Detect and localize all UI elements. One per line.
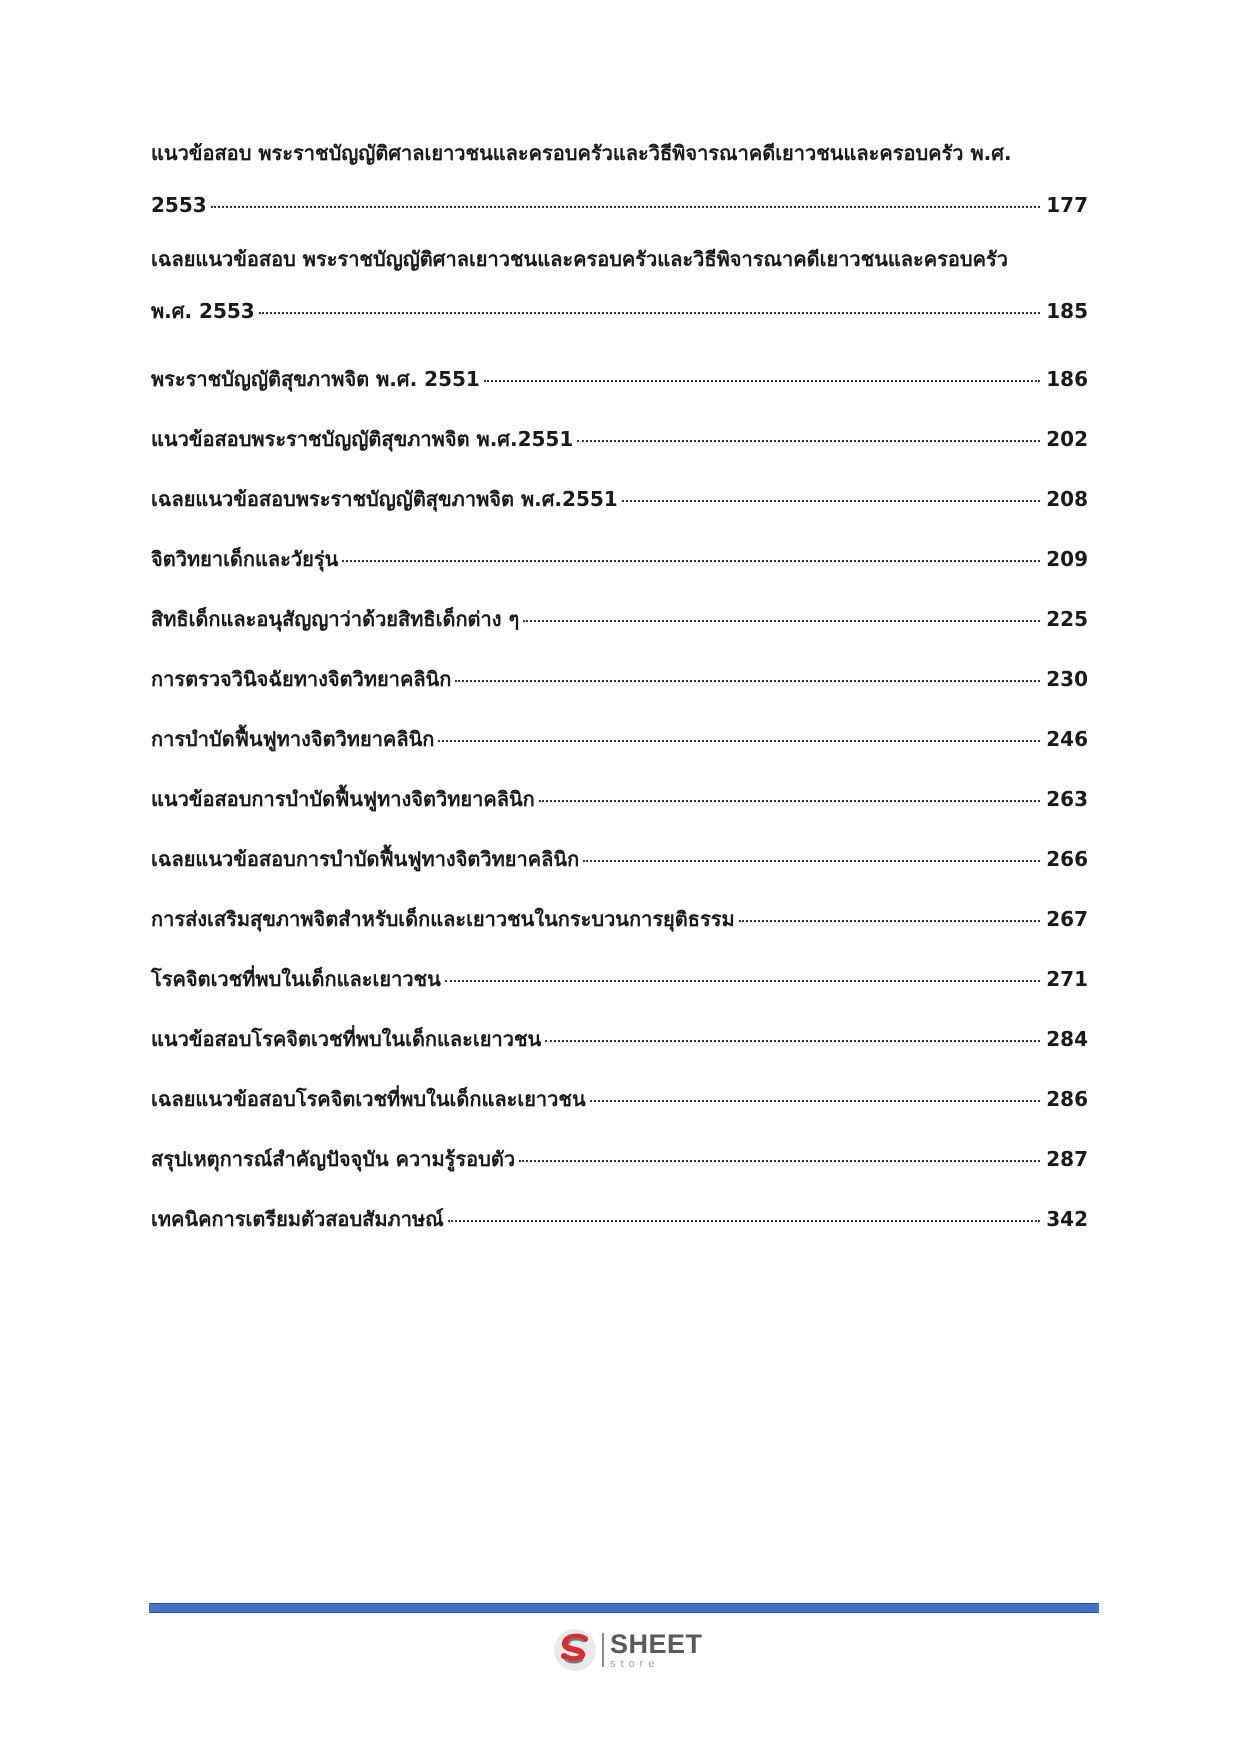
toc-entry[interactable] bbox=[151, 247, 1088, 323]
toc-entry-title: จิตวิทยาเด็กและวัยรุ่น bbox=[151, 547, 339, 571]
sheet-store-s-logo-icon bbox=[552, 1627, 598, 1673]
toc-leader-dots bbox=[583, 859, 1040, 862]
toc-leader-dots bbox=[259, 311, 1041, 314]
toc-entry[interactable] bbox=[151, 487, 1088, 511]
toc-entry[interactable] bbox=[151, 367, 1088, 391]
toc-entry[interactable] bbox=[151, 847, 1088, 871]
toc-leader-dots bbox=[539, 799, 1041, 802]
toc-entry-title: พระราชบัญญัติสุขภาพจิต พ.ศ. 2551 bbox=[151, 367, 480, 391]
toc-page-number: 284 bbox=[1046, 1027, 1088, 1051]
toc-entry[interactable] bbox=[151, 1027, 1088, 1051]
toc-entry-title: แนวข้อสอบพระราชบัญญัติสุขภาพจิต พ.ศ.2551 bbox=[151, 427, 574, 451]
toc-entry[interactable] bbox=[151, 1207, 1088, 1231]
footer-divider-bar bbox=[149, 1603, 1099, 1613]
toc-page-number: 266 bbox=[1046, 847, 1088, 871]
toc-leader-dots bbox=[545, 1039, 1040, 1042]
logo-text bbox=[610, 1628, 703, 1670]
toc-leader-dots bbox=[739, 919, 1041, 922]
logo-word: SHEET bbox=[610, 1628, 703, 1659]
toc-page-number: 263 bbox=[1046, 787, 1088, 811]
toc-leader-dots bbox=[577, 439, 1040, 442]
toc-page-number: 177 bbox=[1046, 193, 1088, 217]
toc-page-number: 209 bbox=[1046, 547, 1088, 571]
toc-entry[interactable] bbox=[151, 907, 1088, 931]
toc-entry-title: แนวข้อสอบโรคจิตเวชที่พบในเด็กและเยาวชน bbox=[151, 1027, 542, 1051]
toc-page-number: 342 bbox=[1046, 1207, 1088, 1231]
toc-entry-title-line1: แนวข้อสอบ พระราชบัญญัติศาลเยาวชนและครอบครัวและวิธีพิจารณาคดีเยาวชนและครอบครัว พ.ศ. bbox=[151, 141, 1012, 165]
toc-entry-title: เฉลยแนวข้อสอบการบำบัดฟื้นฟูทางจิตวิทยาคลินิก bbox=[151, 847, 580, 871]
toc-leader-dots bbox=[438, 739, 1040, 742]
toc-entry-title: เฉลยแนวข้อสอบพระราชบัญญัติสุขภาพจิต พ.ศ.2551 bbox=[151, 487, 618, 511]
toc-entry[interactable] bbox=[151, 727, 1088, 751]
toc-entry-title: เฉลยแนวข้อสอบโรคจิตเวชที่พบในเด็กและเยาวชน bbox=[151, 1087, 586, 1111]
toc-leader-dots bbox=[342, 559, 1040, 562]
logo-separator bbox=[602, 1633, 604, 1667]
toc-leader-dots bbox=[590, 1099, 1041, 1102]
toc-page-number: 271 bbox=[1046, 967, 1088, 991]
toc-page-number: 208 bbox=[1046, 487, 1088, 511]
toc-entry[interactable] bbox=[151, 141, 1088, 217]
toc-leader-dots bbox=[622, 499, 1041, 502]
toc-entry-title: 2553 bbox=[151, 193, 207, 217]
toc-entry[interactable] bbox=[151, 667, 1088, 691]
toc-entry-title: สรุปเหตุการณ์สำคัญปัจจุบัน ความรู้รอบตัว bbox=[151, 1147, 516, 1171]
toc-page-number: 225 bbox=[1046, 607, 1088, 631]
toc-leader-dots bbox=[523, 619, 1040, 622]
toc-entry-title: โรคจิตเวชที่พบในเด็กและเยาวชน bbox=[151, 967, 441, 991]
toc-page-number: 267 bbox=[1046, 907, 1088, 931]
toc-page-number: 287 bbox=[1046, 1147, 1088, 1171]
toc-page-number: 230 bbox=[1046, 667, 1088, 691]
toc-entry-title: พ.ศ. 2553 bbox=[151, 299, 255, 323]
toc-entry-title: การตรวจวินิจฉัยทางจิตวิทยาคลินิก bbox=[151, 667, 452, 691]
toc-leader-dots bbox=[445, 979, 1040, 982]
toc-entry[interactable] bbox=[151, 607, 1088, 631]
toc-entry[interactable] bbox=[151, 547, 1088, 571]
toc-entry[interactable] bbox=[151, 787, 1088, 811]
toc-leader-dots bbox=[455, 679, 1040, 682]
toc-page-number: 246 bbox=[1046, 727, 1088, 751]
toc-leader-dots bbox=[211, 205, 1041, 208]
toc-entry[interactable] bbox=[151, 1087, 1088, 1111]
toc-entry-title: แนวข้อสอบการบำบัดฟื้นฟูทางจิตวิทยาคลินิก bbox=[151, 787, 535, 811]
toc-entry[interactable] bbox=[151, 1147, 1088, 1171]
toc-leader-dots bbox=[448, 1219, 1041, 1222]
toc-page-number: 185 bbox=[1046, 299, 1088, 323]
toc-entry[interactable] bbox=[151, 427, 1088, 451]
toc-entry[interactable] bbox=[151, 967, 1088, 991]
toc-entry-title: เทคนิคการเตรียมตัวสอบสัมภาษณ์ bbox=[151, 1207, 444, 1231]
toc-page-number: 202 bbox=[1046, 427, 1088, 451]
toc-entry-title: การบำบัดฟื้นฟูทางจิตวิทยาคลินิก bbox=[151, 727, 435, 751]
toc-leader-dots bbox=[519, 1159, 1040, 1162]
toc-page-number: 286 bbox=[1046, 1087, 1088, 1111]
toc-page-number: 186 bbox=[1046, 367, 1088, 391]
toc-entry-title-line1: เฉลยแนวข้อสอบ พระราชบัญญัติศาลเยาวชนและครอบครัวและวิธีพิจารณาคดีเยาวชนและครอบครัว bbox=[151, 247, 1008, 271]
logo-subword: store bbox=[610, 1657, 660, 1670]
toc-entry-title: สิทธิเด็กและอนุสัญญาว่าด้วยสิทธิเด็กต่าง ๆ bbox=[151, 607, 520, 631]
toc-entry-title: การส่งเสริมสุขภาพจิตสำหรับเด็กและเยาวชนในกระบวนการยุติธรรม bbox=[151, 907, 735, 931]
sheet-store-logo bbox=[552, 1626, 722, 1674]
toc-leader-dots bbox=[484, 379, 1040, 382]
